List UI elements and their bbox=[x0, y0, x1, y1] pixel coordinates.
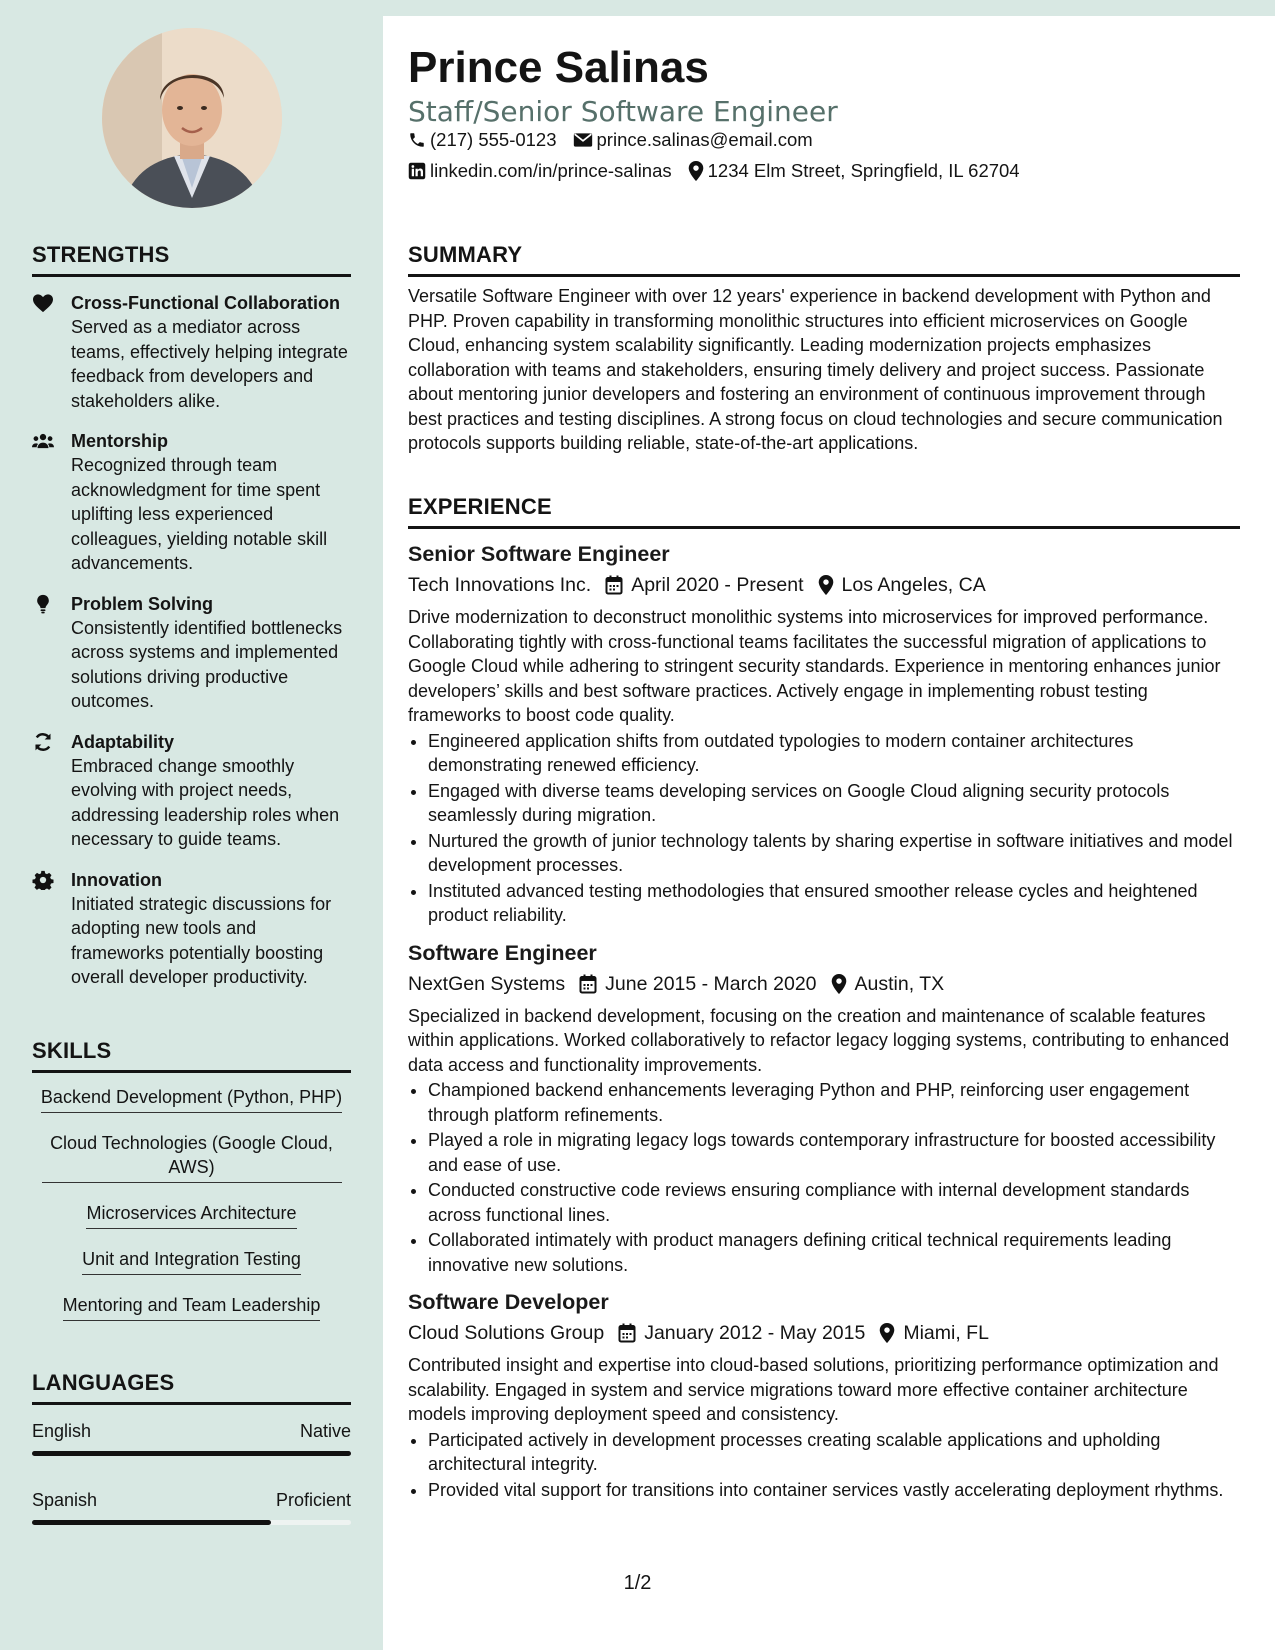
contact-row-2 bbox=[408, 159, 1036, 183]
map-pin-icon bbox=[831, 974, 847, 994]
contact-row-1 bbox=[408, 128, 829, 152]
job-description: Drive modernization to deconstruct monolithic systems into microservices for improved performance. Collaborating tightly with cross-functional teams facilitates the successful migration of applications to Google Cloud while adhering to stringent security standards. Experience in mentoring enhances junior developers’ skills and best software practices. Actively engage in implementing robust testing frameworks to boost code quality. bbox=[408, 607, 1221, 725]
job-company: Tech Innovations Inc. bbox=[408, 574, 592, 596]
strength-desc: Initiated strategic discussions for adopting new tools and frameworks potentially boosting overall developer productivity. bbox=[71, 893, 332, 987]
skill-item: Unit and Integration Testing bbox=[82, 1247, 301, 1275]
summary-section bbox=[408, 242, 1240, 456]
skill-item: Cloud Technologies (Google Cloud, AWS) bbox=[42, 1131, 342, 1183]
map-pin-icon bbox=[879, 1323, 895, 1343]
language-level: Native bbox=[299, 1421, 351, 1441]
job-bullet: • Championed backend enhancements leveraging Python and PHP, reinforcing user engagement through platform refinements. bbox=[428, 1078, 1240, 1127]
top-band bbox=[383, 0, 1275, 16]
skill-item: Mentoring and Team Leadership bbox=[63, 1293, 321, 1321]
job-bullets bbox=[408, 1078, 1240, 1277]
candidate-role: Staff/Senior Software Engineer bbox=[408, 95, 838, 128]
job-bullet: • Provided vital support for transitions into container services vastly accelerating deployment rhythms. bbox=[428, 1478, 1240, 1503]
calendar-icon bbox=[618, 1323, 636, 1343]
skills-title: SKILLS bbox=[32, 1038, 351, 1073]
languages-title: LANGUAGES bbox=[32, 1370, 351, 1405]
job-bullet: • Engaged with diverse teams developing services on Google Cloud aligning security protocols seamlessly during migration. bbox=[428, 779, 1240, 828]
map-pin-icon bbox=[818, 575, 834, 595]
strengths-section bbox=[32, 242, 351, 990]
linkedin-contact[interactable] bbox=[408, 159, 672, 183]
strength-title: Problem Solving bbox=[71, 593, 214, 614]
language-bar bbox=[32, 1520, 351, 1525]
calendar-icon bbox=[605, 575, 623, 595]
job-bullet: • Instituted advanced testing methodologies that ensured smoother release cycles and heightened product reliability. bbox=[428, 879, 1240, 928]
gear-icon bbox=[32, 870, 54, 890]
job-company: NextGen Systems bbox=[408, 972, 566, 995]
address-text: 1234 Elm Street, Springfield, IL 62704 bbox=[707, 160, 1020, 181]
strength-desc: Embraced change smoothly evolving with project needs, addressing leadership roles when necessary to guide teams. bbox=[71, 755, 340, 849]
phone-icon bbox=[408, 131, 426, 149]
language-item bbox=[32, 1419, 351, 1456]
strength-title: Adaptability bbox=[71, 731, 175, 752]
job-meta bbox=[408, 1319, 1240, 1347]
strength-title: Cross-Functional Collaboration bbox=[71, 293, 341, 313]
job-entry bbox=[408, 1287, 1240, 1502]
skills-list bbox=[32, 1085, 351, 1339]
job-bullet: • Played a role in migrating legacy logs towards contemporary infrastructure for boosted accessibility and ease of use. bbox=[428, 1128, 1240, 1177]
job-dates: June 2015 - March 2020 bbox=[579, 970, 816, 998]
job-location: Los Angeles, CA bbox=[818, 571, 986, 599]
language-level: Proficient bbox=[275, 1490, 351, 1510]
job-bullet: • Conducted constructive code reviews ensuring compliance with internal development standards across functional lines. bbox=[428, 1178, 1240, 1227]
language-bar bbox=[32, 1451, 351, 1456]
job-title: Software Developer bbox=[408, 1290, 609, 1314]
lightbulb-icon bbox=[32, 594, 54, 614]
experience-section bbox=[408, 494, 1240, 1502]
refresh-icon bbox=[32, 732, 54, 752]
summary-title: SUMMARY bbox=[408, 242, 1240, 277]
phone-contact[interactable] bbox=[408, 128, 557, 152]
job-bullet: • Participated actively in development processes creating scalable applications and upholding architectural integrity. bbox=[428, 1428, 1240, 1477]
language-item bbox=[32, 1488, 351, 1525]
summary-text: Versatile Software Engineer with over 12 years' experience in backend development with Python and PHP. Proven capability in transforming monolithic structures into efficient microservices on Google Cloud, enhancing system scalability significantly. Leading modernization projects emphasizes collaboration with teams and stakeholders, ensuring timely delivery and project success. Passionate about mentoring junior developers and fostering an environment of continuous improvement through best practices and testing disciplines. A strong focus on cloud technologies and secure communication protocols supports building reliable, state-of-the-art applications. bbox=[408, 286, 1223, 453]
language-bar-fill bbox=[32, 1451, 351, 1456]
calendar-icon bbox=[579, 974, 597, 994]
strength-desc: Recognized through team acknowledgment for time spent uplifting less experienced colleagues, yielding notable skill advancements. bbox=[71, 455, 328, 573]
job-company: Cloud Solutions Group bbox=[408, 1322, 605, 1344]
envelope-icon bbox=[573, 132, 593, 148]
job-location: Miami, FL bbox=[879, 1319, 989, 1347]
languages-section bbox=[32, 1370, 351, 1525]
job-meta bbox=[408, 571, 1240, 599]
heart-icon bbox=[32, 293, 54, 313]
job-description: Specialized in backend development, focusing on the creation and maintenance of scalable features within applications. Worked collaboratively to refactor legacy logging systems, contributing to enhanced data access and functionality improvements. bbox=[408, 1005, 1230, 1075]
job-location: Austin, TX bbox=[831, 970, 945, 998]
strength-desc: Served as a mediator across teams, effectively helping integrate feedback from developers and stakeholders alike. bbox=[71, 317, 348, 411]
job-title: Senior Software Engineer bbox=[408, 542, 670, 566]
profile-photo bbox=[102, 28, 282, 208]
job-entry bbox=[408, 539, 1240, 928]
candidate-name: Prince Salinas bbox=[408, 43, 709, 92]
phone-text: (217) 555-0123 bbox=[430, 129, 557, 150]
strength-title: Innovation bbox=[71, 869, 162, 890]
strength-item bbox=[32, 868, 351, 990]
language-bar-fill bbox=[32, 1520, 271, 1525]
page-number-text: 1/2 bbox=[623, 1572, 652, 1594]
strength-item bbox=[32, 730, 351, 852]
linkedin-text: linkedin.com/in/prince-salinas bbox=[430, 160, 672, 181]
strength-item bbox=[32, 592, 351, 714]
email-text: prince.salinas@email.com bbox=[596, 129, 813, 150]
job-bullet: • Engineered application shifts from outdated typologies to modern container architectures demonstrating renewed efficiency. bbox=[428, 729, 1240, 778]
job-bullets bbox=[408, 729, 1240, 928]
strength-item bbox=[32, 291, 351, 413]
skill-item: Microservices Architecture bbox=[86, 1201, 296, 1229]
map-pin-icon bbox=[688, 161, 704, 181]
job-meta bbox=[408, 970, 1240, 998]
strength-item bbox=[32, 429, 351, 576]
job-title: Software Engineer bbox=[408, 940, 597, 965]
jobs-list bbox=[408, 539, 1240, 1502]
job-description: Contributed insight and expertise into cloud-based solutions, prioritizing performance optimization and scalability. Engaged in system and service migrations toward more effective container architecture models improving deployment speed and consistency. bbox=[408, 1355, 1219, 1424]
job-entry bbox=[408, 938, 1240, 1278]
users-icon bbox=[32, 431, 54, 451]
job-dates: January 2012 - May 2015 bbox=[618, 1319, 865, 1347]
strength-desc: Consistently identified bottlenecks across systems and implemented solutions driving productive outcomes. bbox=[71, 617, 343, 711]
email-contact[interactable] bbox=[573, 128, 813, 152]
job-bullet: • Nurtured the growth of junior technology talents by sharing expertise in software initiatives and model development processes. bbox=[428, 829, 1240, 878]
address-contact bbox=[688, 159, 1020, 183]
strengths-title: STRENGTHS bbox=[32, 242, 351, 277]
skills-section bbox=[32, 1038, 351, 1339]
job-bullets bbox=[408, 1428, 1240, 1503]
skill-item: Backend Development (Python, PHP) bbox=[41, 1085, 342, 1113]
language-name: Spanish bbox=[32, 1490, 98, 1510]
strength-title: Mentorship bbox=[71, 431, 168, 451]
page-number bbox=[0, 1572, 1275, 1595]
job-bullet: • Collaborated intimately with product managers defining critical technical requirements leading innovative new solutions. bbox=[428, 1228, 1240, 1277]
linkedin-icon bbox=[408, 162, 426, 180]
job-dates: April 2020 - Present bbox=[605, 571, 803, 599]
language-name: English bbox=[32, 1421, 92, 1441]
experience-title: EXPERIENCE bbox=[408, 494, 1240, 529]
